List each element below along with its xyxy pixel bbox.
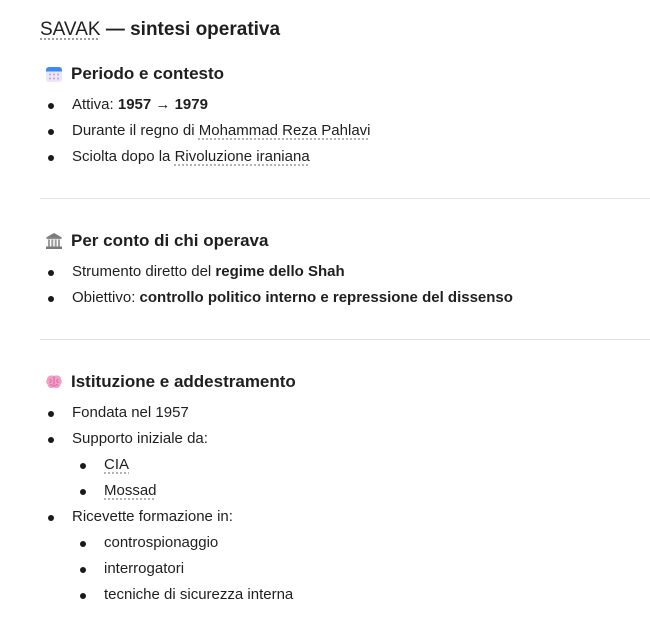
list-item — [40, 285, 513, 311]
item-text: Sciolta dopo la — [72, 148, 175, 165]
list-item — [40, 426, 293, 452]
section-heading-label: Periodo e contesto — [71, 64, 225, 83]
sub-list-item — [40, 530, 293, 556]
item-text: Obiettivo: — [72, 289, 140, 306]
item-bold-text: regime dello Shah — [215, 263, 345, 280]
per-conto-list — [40, 259, 513, 311]
savak-link[interactable]: SAVAK — [40, 19, 101, 40]
list-item — [40, 504, 293, 530]
item-text: tecniche di sicurezza interna — [104, 586, 294, 603]
istituzione-list — [40, 400, 293, 608]
item-bold-text: controllo politico interno e repressione del dissenso — [139, 289, 513, 306]
section-divider — [40, 198, 650, 199]
item-text: Fondata nel 1957 — [72, 404, 189, 421]
classical-building-icon — [44, 231, 64, 251]
item-text: Supporto iniziale da: — [72, 430, 208, 447]
mossad-link[interactable]: Mossad — [104, 482, 157, 499]
section-heading-periodo — [40, 64, 224, 84]
sub-list-item — [40, 478, 293, 504]
item-text: Attiva: — [72, 96, 118, 113]
list-item — [40, 92, 371, 118]
pahlavi-link[interactable]: Mohammad Reza Pahlavi — [198, 122, 371, 139]
item-text: Durante il regno di — [72, 122, 199, 139]
sub-list-item — [40, 556, 293, 582]
item-bold-text: 1957 → 1979 — [117, 96, 208, 113]
section-heading-label: Istituzione e addestramento — [71, 372, 296, 391]
section-heading-per-conto — [40, 231, 268, 251]
list-item — [40, 400, 293, 426]
rivoluzione-link[interactable]: Rivoluzione iraniana — [174, 148, 310, 165]
item-text: Ricevette formazione in: — [72, 508, 233, 525]
section-heading-istituzione — [40, 372, 296, 392]
sub-list-item — [40, 582, 293, 608]
cia-link[interactable]: CIA — [104, 456, 130, 473]
periodo-list — [40, 92, 371, 170]
item-text: Strumento diretto del — [72, 263, 216, 280]
item-text: controspionaggio — [104, 534, 219, 551]
section-heading-label: Per conto di chi operava — [71, 231, 269, 250]
calendar-icon — [44, 64, 64, 84]
page-title-rest: — sintesi operativa — [100, 19, 281, 40]
list-item — [40, 144, 371, 170]
list-item — [40, 118, 371, 144]
section-divider — [40, 339, 650, 340]
list-item — [40, 259, 513, 285]
item-text: interrogatori — [104, 560, 185, 577]
sub-list-item — [40, 452, 293, 478]
brain-icon — [44, 372, 64, 392]
page-title — [40, 19, 280, 41]
